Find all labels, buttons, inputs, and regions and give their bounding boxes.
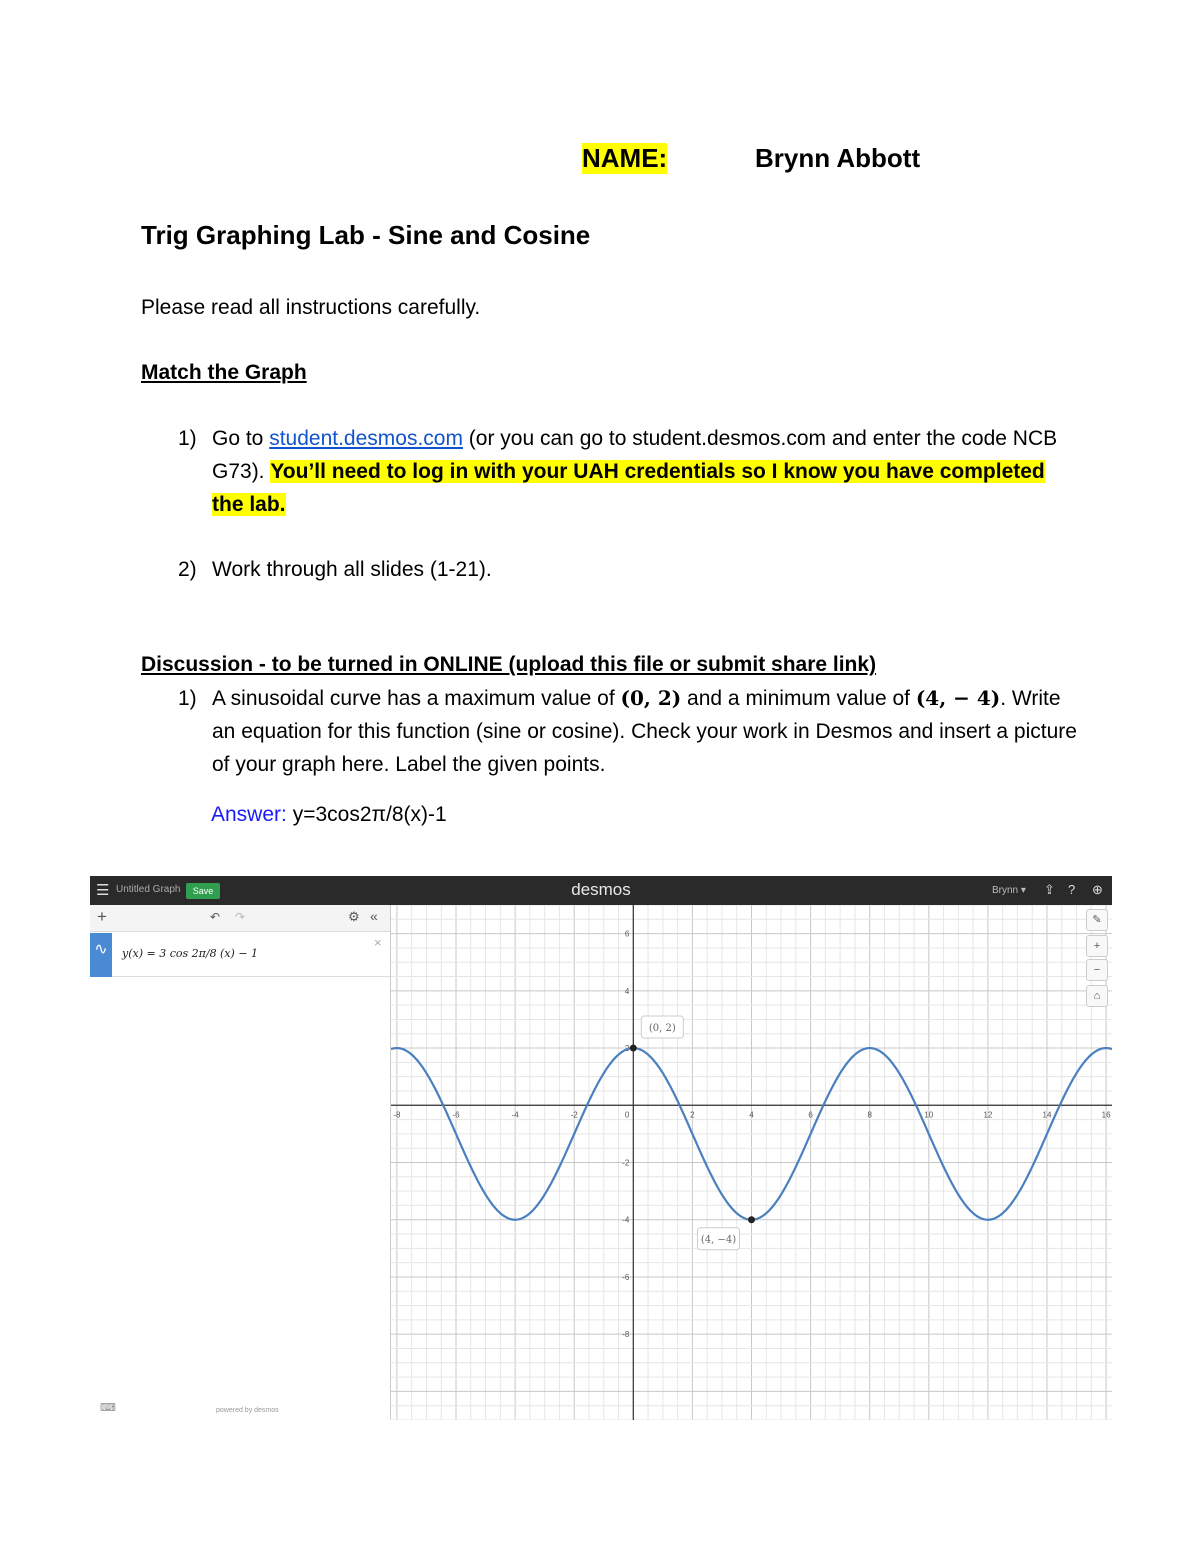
point-label: (4, −4) xyxy=(700,1234,737,1246)
min-point: (4, − 4) xyxy=(915,686,1001,710)
add-expression-icon[interactable]: + xyxy=(97,907,107,926)
document-title: Trig Graphing Lab - Sine and Cosine xyxy=(141,220,591,250)
desmos-logo: desmos xyxy=(571,880,631,899)
item-text: Work through all slides (1-21). xyxy=(212,558,492,581)
x-tick-label: 14 xyxy=(1042,1110,1052,1120)
save-button[interactable]: Save xyxy=(186,883,220,899)
x-tick-label: 10 xyxy=(924,1110,934,1120)
graph-area[interactable] xyxy=(391,905,1112,1420)
instruction-item-2 xyxy=(178,553,1078,586)
list-number: 1) xyxy=(178,687,197,710)
desmos-screenshot xyxy=(90,876,1112,1420)
question-text-2: and a minimum value of xyxy=(681,687,916,710)
y-tick-label: 2 xyxy=(624,1044,630,1054)
x-tick-label: 16 xyxy=(1101,1110,1111,1120)
keyboard-icon[interactable]: ⌨ xyxy=(100,1402,116,1414)
language-icon[interactable]: ⊕ xyxy=(1092,882,1103,897)
item-text-prefix: Go to xyxy=(212,427,270,450)
wrench-icon[interactable]: ✎ xyxy=(1086,909,1108,931)
help-icon[interactable]: ? xyxy=(1068,882,1076,897)
graph-canvas[interactable] xyxy=(391,905,1112,1420)
x-tick-label: 12 xyxy=(983,1110,993,1120)
close-icon[interactable]: × xyxy=(374,935,382,950)
discussion-item-1 xyxy=(178,682,1078,781)
list-number: 1) xyxy=(178,427,197,450)
login-highlight: You’ll need to log in with your UAH credentials so I know you have completed the lab. xyxy=(212,460,1045,516)
instruction-item-1 xyxy=(178,422,1078,521)
point-marker xyxy=(630,1045,637,1052)
expression-toolbar xyxy=(90,905,390,932)
answer-line xyxy=(211,803,447,827)
expression-panel xyxy=(90,905,391,1420)
desmos-topbar xyxy=(90,876,1112,905)
x-tick-label: 4 xyxy=(749,1110,754,1120)
match-graph-heading: Match the Graph xyxy=(141,361,307,384)
list-number: 2) xyxy=(178,558,197,581)
user-menu[interactable]: Brynn ▾ xyxy=(992,885,1026,896)
question-text-1: A sinusoidal curve has a maximum value of xyxy=(212,687,621,710)
name-label: NAME: xyxy=(582,143,668,173)
share-icon[interactable]: ⇪ xyxy=(1044,882,1055,897)
x-tick-label: 8 xyxy=(867,1110,872,1120)
graph-title[interactable]: Untitled Graph xyxy=(116,884,181,895)
y-tick-label: -8 xyxy=(622,1330,630,1340)
gear-icon[interactable]: ⚙ xyxy=(348,909,360,924)
y-tick-label: -4 xyxy=(622,1215,630,1225)
y-tick-label: 4 xyxy=(624,986,630,996)
answer-value: y=3cos2π/8(x)-1 xyxy=(286,803,447,826)
zoom-in-icon[interactable]: + xyxy=(1086,935,1108,957)
x-tick-label: 6 xyxy=(808,1110,813,1120)
x-tick-label: -2 xyxy=(570,1110,578,1120)
x-tick-label: -6 xyxy=(452,1110,460,1120)
x-tick-label: -4 xyxy=(511,1110,519,1120)
discussion-heading: Discussion - to be turned in ONLINE (upload this file or submit share link) xyxy=(141,653,877,676)
question-text-3: . Write an equation for this function (sine or cosine). Check your work in Desmos and insert a picture of your graph here. Label the given points. xyxy=(212,687,1077,776)
max-point: (0, 2) xyxy=(620,686,682,710)
desmos-link[interactable]: student.desmos.com xyxy=(269,427,463,450)
hamburger-menu-icon[interactable]: ☰ xyxy=(96,882,110,899)
point-marker xyxy=(748,1216,755,1223)
wave-icon[interactable]: ∿ xyxy=(90,933,112,977)
home-icon[interactable]: ⌂ xyxy=(1086,985,1108,1007)
item-text-middle: (or you can go to student.desmos.com and enter the code NCB G73). xyxy=(212,427,1058,483)
expression-row[interactable] xyxy=(90,933,390,977)
point-label: (0, 2) xyxy=(648,1023,676,1035)
intro-text: Please read all instructions carefully. xyxy=(141,296,481,319)
x-tick-label: -8 xyxy=(393,1110,401,1120)
x-tick-label: 2 xyxy=(690,1110,695,1120)
collapse-panel-icon[interactable]: « xyxy=(370,908,378,924)
zoom-out-icon[interactable]: − xyxy=(1086,959,1108,981)
y-tick-label: 6 xyxy=(624,929,630,939)
powered-by: powered by desmos xyxy=(216,1407,279,1414)
origin-label: 0 xyxy=(624,1110,630,1120)
expression-text[interactable]: y(x) = 3 cos 2π/8 (x) − 1 xyxy=(122,947,259,960)
y-tick-label: -6 xyxy=(622,1272,630,1282)
answer-label: Answer: xyxy=(211,803,287,826)
undo-icon[interactable]: ↶ xyxy=(210,910,221,924)
redo-icon[interactable]: ↷ xyxy=(235,910,246,924)
student-name: Brynn Abbott xyxy=(755,143,921,173)
y-tick-label: -2 xyxy=(622,1158,630,1168)
